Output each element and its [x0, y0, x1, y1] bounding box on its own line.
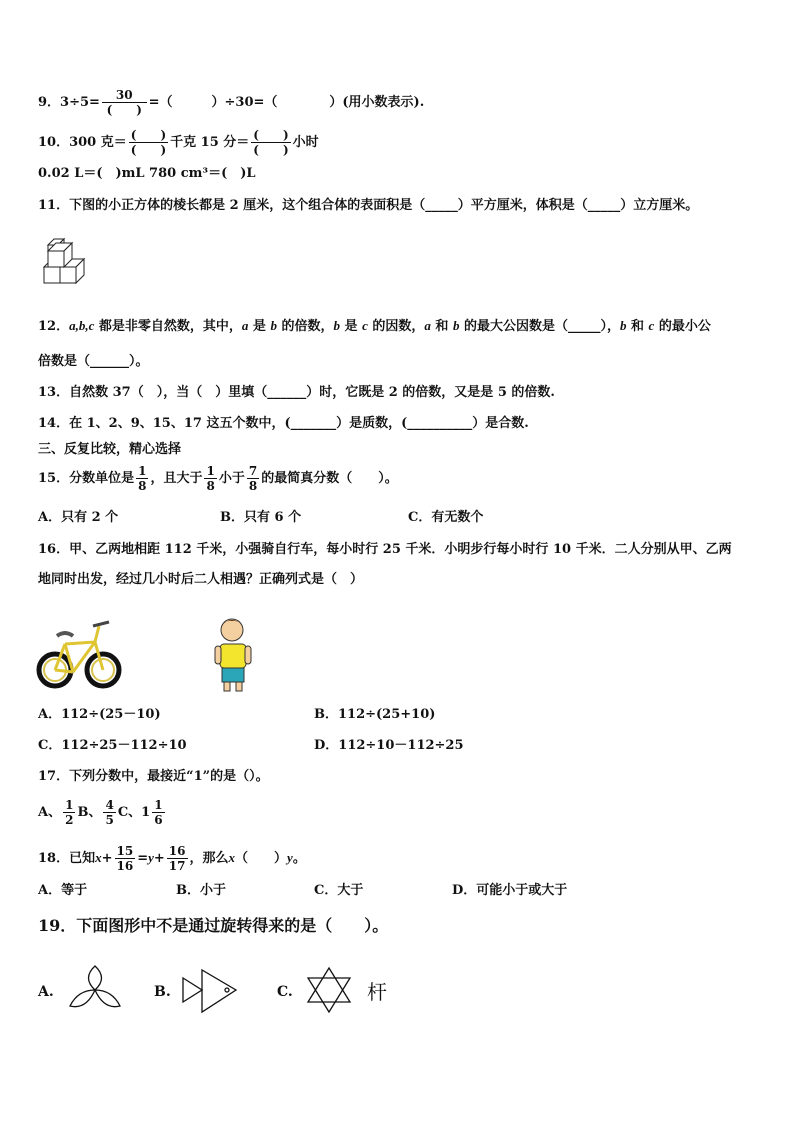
q10-f2-num: ( )	[253, 128, 289, 142]
q16-option-c[interactable]: C．112÷25－112÷10	[38, 738, 187, 753]
question-10	[38, 128, 319, 157]
question-16-line-1: 16．甲、乙两地相距 112 千米，小强骑自行车，每小时行 25 千米．小明步行每小时行 10 千米．二人分别从甲、乙两	[38, 542, 732, 557]
q18-option-a[interactable]: A．等于	[38, 883, 88, 898]
q18-t3: 。	[292, 851, 306, 866]
q19-option-b[interactable]: B.	[154, 984, 171, 1000]
q17-option-a-label[interactable]: A、	[38, 805, 62, 820]
q12-var-b: b	[270, 318, 277, 333]
question-18	[38, 844, 306, 873]
question-12-line-2: 倍数是（______）。	[38, 354, 149, 369]
q17-option-a-frac[interactable]	[63, 798, 75, 827]
question-16-line-2: 地同时出发，经过几小时后二人相遇？正确列式是（ ）	[38, 572, 364, 587]
q18-t1: 18．已知	[38, 851, 96, 866]
q10-suffix: 小时	[292, 135, 319, 150]
q9-prefix: 9．3÷5=	[38, 95, 100, 110]
q12-var-b: b	[333, 318, 340, 333]
q16-option-a[interactable]: A．112÷(25－10)	[38, 707, 161, 722]
q15-t3: 小于	[218, 471, 245, 486]
q18-f1-num: 15	[116, 844, 134, 858]
q10-fraction-2	[251, 128, 290, 157]
question-12-line-1	[38, 317, 711, 336]
q10-f2-den: ( )	[253, 143, 289, 157]
q15-frac-2	[204, 464, 216, 493]
q18-var-x: x	[228, 850, 236, 865]
q18-option-d[interactable]: D．可能小于或大于	[452, 883, 568, 898]
q15-f1-den: 8	[138, 479, 147, 493]
q12-t7: 的最大公因数是（_____），	[459, 319, 620, 334]
q19-character: 杆	[367, 980, 387, 1004]
q12-var-b: b	[452, 318, 460, 333]
q18-blank: （ ）	[235, 851, 288, 866]
question-17: 17．下列分数中，最接近“1”的是（）。	[38, 769, 269, 784]
question-10-volume: 0.02 L＝( )mL 780 cm³＝( )L	[38, 166, 256, 181]
q15-frac-3	[247, 464, 259, 493]
q12-t3: 的倍数，	[276, 319, 334, 334]
q15-f2-num: 1	[206, 464, 215, 478]
q12-var-a: a	[241, 318, 249, 333]
q18-frac-1	[115, 844, 136, 873]
q15-t1: 15．分数单位是	[38, 471, 135, 486]
q12-vars: a,b,c	[69, 318, 95, 333]
q18-option-b[interactable]: B．小于	[176, 883, 226, 898]
q12-var-a: a	[424, 318, 431, 333]
question-9	[38, 88, 424, 117]
q19-option-c[interactable]: C.	[277, 984, 293, 1000]
q19-option-a[interactable]: A.	[38, 984, 54, 1000]
q18-plus: +	[153, 851, 165, 866]
q17-option-c-frac[interactable]	[152, 798, 164, 827]
boy-image	[212, 614, 258, 694]
q9-frac-den: ( )	[106, 103, 142, 117]
q17-options[interactable]	[38, 798, 167, 827]
q15-f1-num: 1	[138, 464, 147, 478]
question-13: 13．自然数 37（ ），当（ ）里填（______）时，它既是 2 的倍数，又是是 5 的倍数.	[38, 385, 555, 400]
q12-t9: 的最小公	[654, 319, 711, 334]
star-of-david-figure	[306, 966, 352, 1014]
q18-var-y: y	[148, 850, 154, 865]
q12-var-c: c	[362, 318, 368, 333]
q17-c-den: 6	[154, 813, 163, 827]
q17-option-c-label[interactable]: C、1	[117, 805, 151, 820]
q16-option-d[interactable]: D．112÷10－112÷25	[314, 738, 464, 753]
q10-mid: 千克 15 分＝	[170, 135, 250, 150]
q17-option-b-label[interactable]: B、	[77, 805, 102, 820]
q12-t8: 和	[626, 319, 649, 334]
question-14: 14．在 1、2、9、15、17 这五个数中，(_______）是质数，(__________）是合数.	[38, 416, 529, 431]
q12-var-c: c	[648, 318, 655, 333]
q16-option-b[interactable]: B．112÷(25+10)	[314, 707, 436, 722]
q18-frac-2	[167, 844, 188, 873]
q18-f2-num: 16	[168, 844, 186, 858]
q17-a-den: 2	[65, 813, 74, 827]
q17-option-b-frac[interactable]	[103, 798, 115, 827]
q12-t6: 和	[430, 319, 453, 334]
q15-f3-den: 8	[248, 479, 258, 493]
q10-f1-num: ( )	[130, 128, 167, 142]
q15-t2: ，且大于	[150, 471, 203, 486]
q9-frac-num: 30	[102, 88, 147, 103]
q15-frac-1	[136, 464, 148, 493]
q9-rest: =（ ）÷30=（ ）(用小数表示).	[148, 95, 425, 110]
q12-t2: 是	[248, 319, 271, 334]
q18-var-y: y	[287, 850, 293, 865]
q18-equals: =	[137, 851, 149, 866]
q15-t4: 的最简真分数（ ）。	[261, 471, 398, 486]
q18-t2: ，那么	[189, 851, 229, 866]
question-19: 19．下面图形中不是通过旋转得来的是（ ）。	[38, 916, 389, 935]
q10-fraction-1	[129, 128, 168, 157]
section-heading: 三、反复比较，精心选择	[38, 442, 182, 457]
q17-b-den: 5	[105, 813, 114, 827]
q12-var-b: b	[619, 318, 627, 333]
q17-a-num: 1	[65, 798, 74, 812]
q18-plus: +	[101, 851, 113, 866]
q18-var-x: x	[95, 850, 102, 865]
q15-option-b[interactable]: B．只有 6 个	[220, 510, 302, 525]
fish-figure	[182, 966, 238, 1016]
bicycle-image	[37, 614, 121, 694]
q9-fraction	[102, 88, 147, 117]
question-11: 11．下图的小正方体的棱长都是 2 厘米，这个组合体的表面积是（_____）平方厘米，体积是（_____）立方厘米。	[38, 198, 699, 213]
question-15	[38, 464, 398, 493]
q12-t5: 的因数，	[367, 319, 425, 334]
q15-f2-den: 8	[206, 479, 215, 493]
q12-t1: 都是非零自然数，其中，	[94, 319, 242, 334]
cube-composite-figure	[38, 237, 94, 291]
q10-prefix: 10．300 克＝	[38, 135, 127, 150]
q18-option-c[interactable]: C．大于	[314, 883, 364, 898]
q15-f3-num: 7	[248, 464, 258, 478]
q17-c-num: 1	[154, 798, 163, 812]
q15-option-a[interactable]: A．只有 2 个	[38, 510, 119, 525]
trefoil-figure	[66, 962, 124, 1014]
q12-t4: 是	[340, 319, 363, 334]
q12-num: 12．	[38, 319, 70, 334]
q15-option-c[interactable]: C．有无数个	[408, 510, 484, 525]
q18-f2-den: 17	[168, 859, 186, 873]
q10-f1-den: ( )	[130, 143, 167, 157]
q18-f1-den: 16	[116, 859, 134, 873]
q17-b-num: 4	[105, 798, 114, 812]
